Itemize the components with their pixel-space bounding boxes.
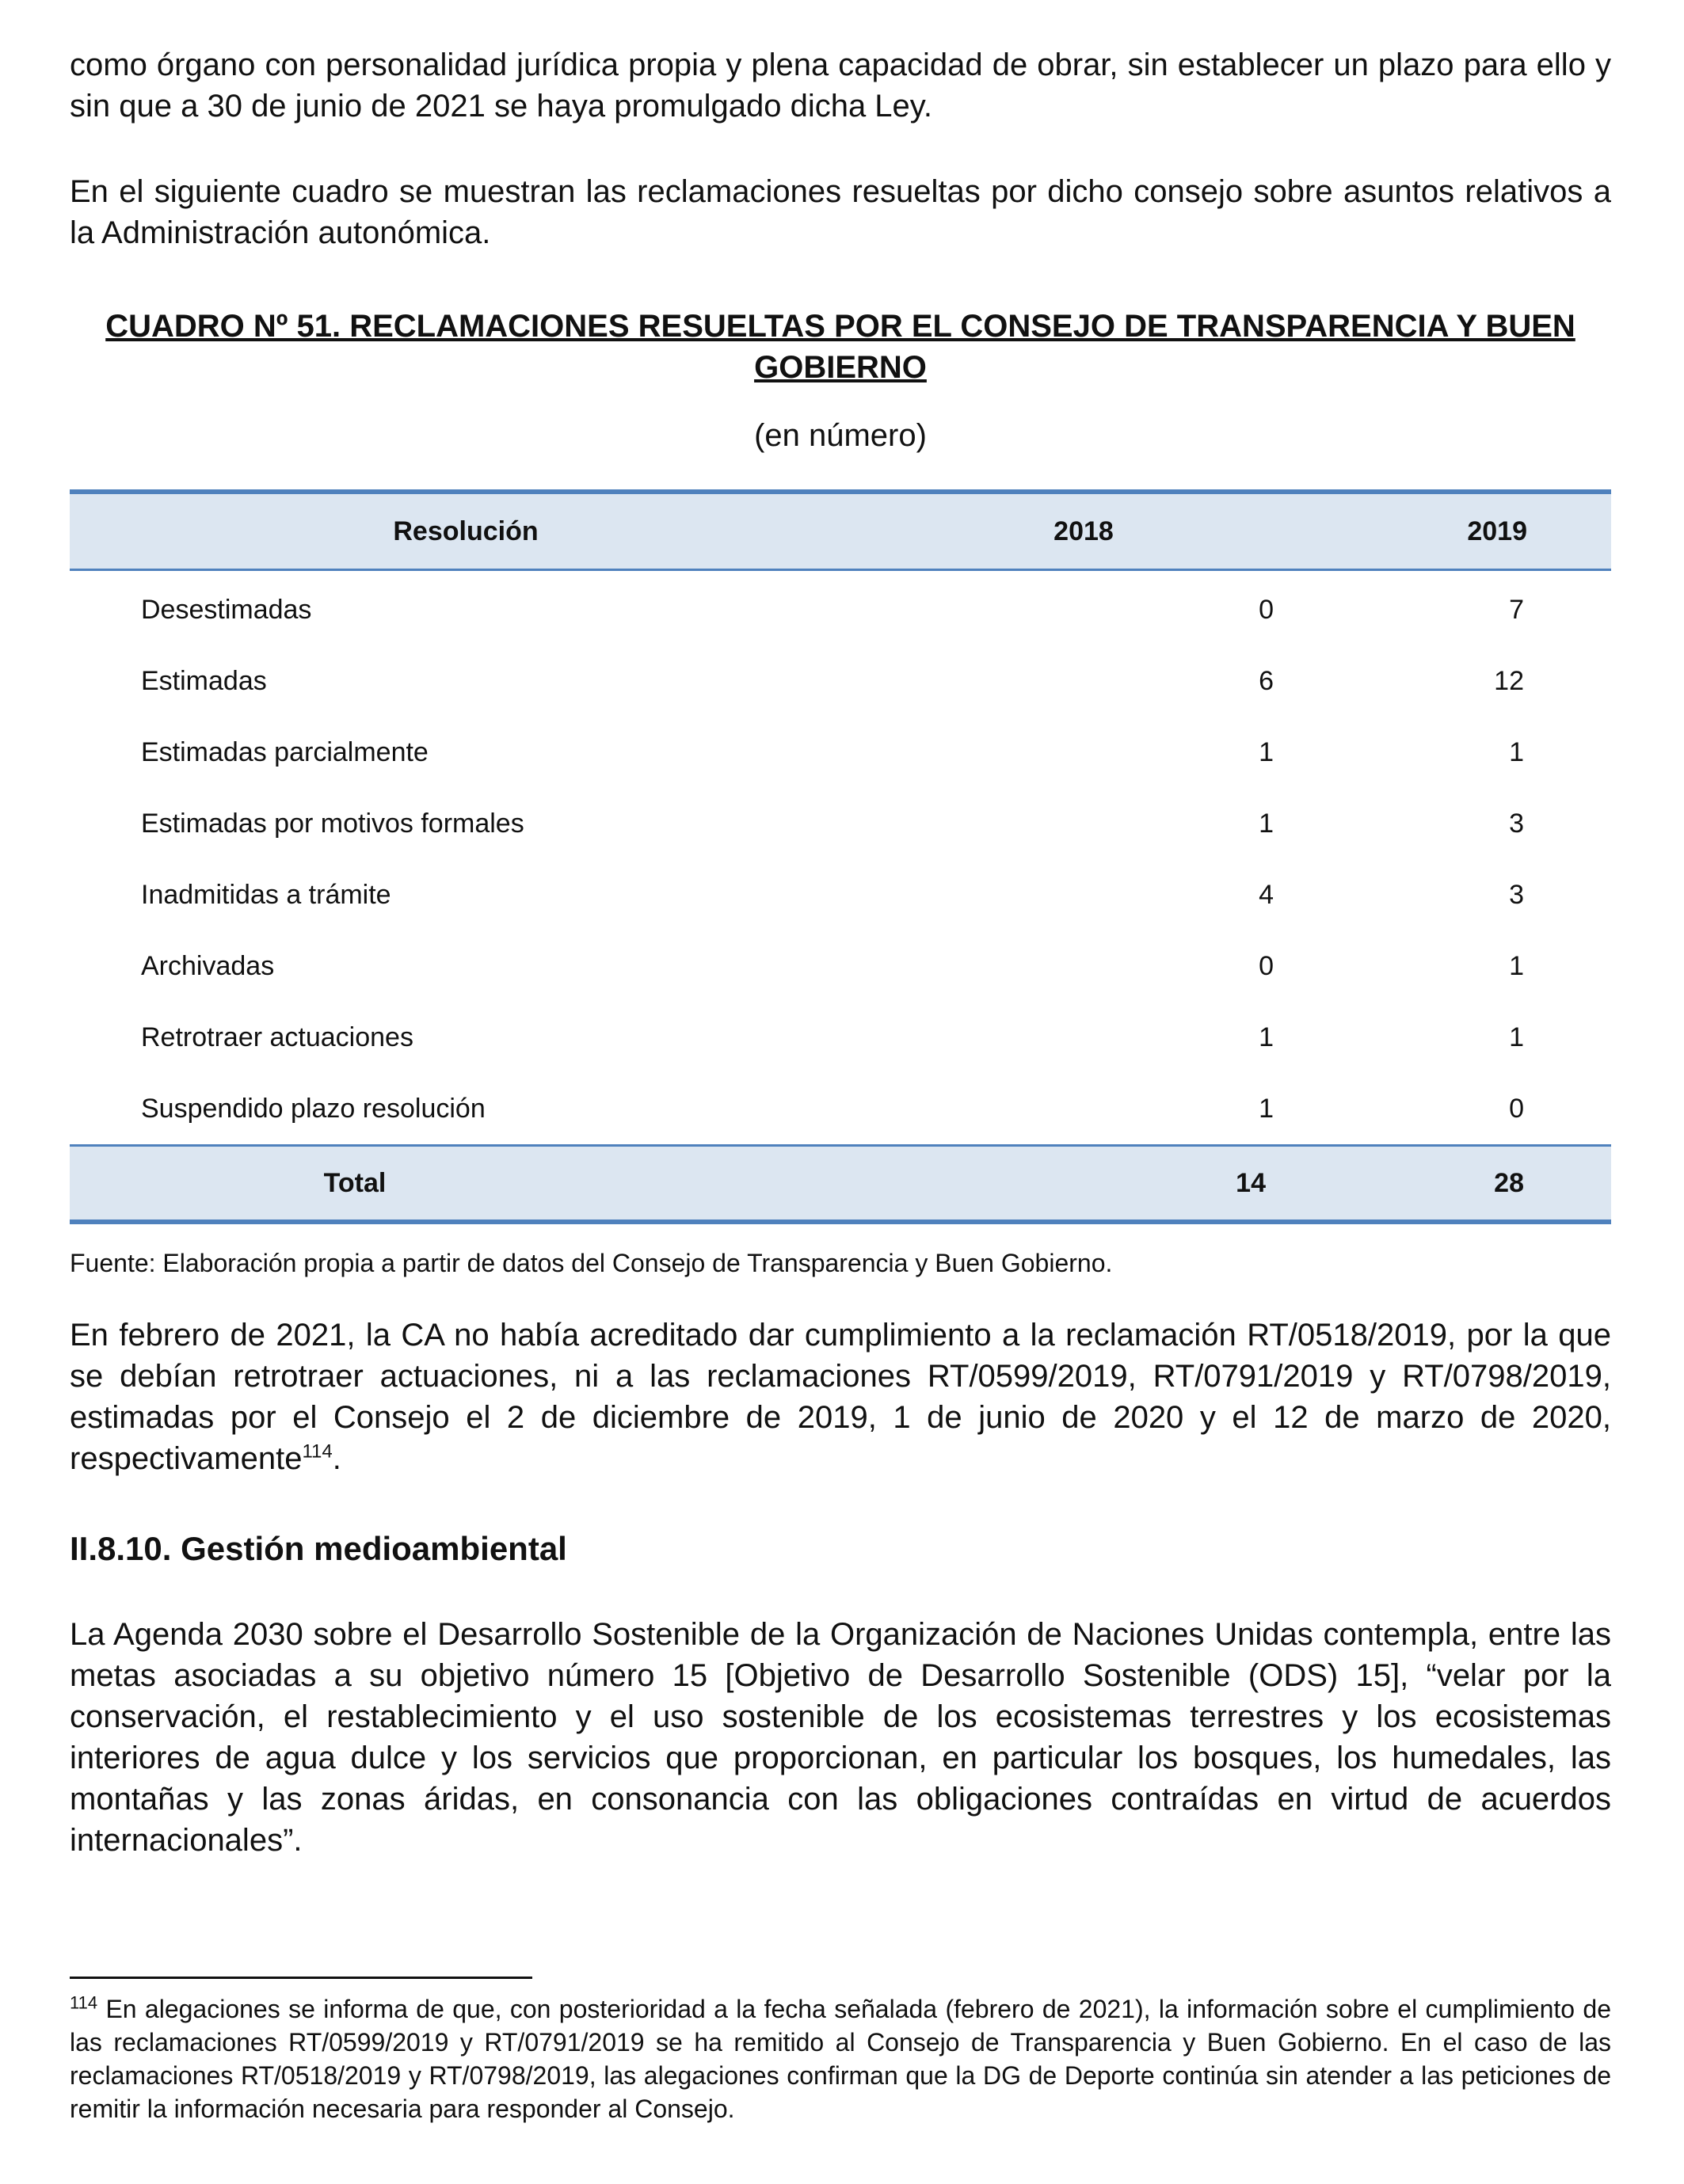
row-value-2019: 1 bbox=[1509, 736, 1524, 767]
footnote-reference[interactable]: 114 bbox=[302, 1440, 333, 1463]
row-label: Estimadas parcialmente bbox=[141, 736, 429, 767]
paragraph-2: En el siguiente cuadro se muestran las reclamaciones resueltas por dicho consejo sobre asuntos relativos a la Administración autonómica. bbox=[70, 174, 1611, 250]
footnote-divider bbox=[70, 1977, 532, 1979]
paragraph-3-end: . bbox=[332, 1441, 341, 1476]
row-label: Desestimadas bbox=[141, 594, 312, 625]
paragraph-4: La Agenda 2030 sobre el Desarrollo Sostenible de la Organización de Naciones Unidas contempla, entre las metas asociadas a su objetivo número 15 [Objetivo de Desarrollo Sostenible (ODS) 15], “velar por la conservación, el restablecimiento y el uso sostenible de los ecosistemas terrestres y los ecosistemas interiores de agua dulce y los servicios que proporcionan, en particular los bosques, los humedales, las montañas y las zonas áridas, en consonancia con las obligaciones contraídas en virtud de acuerdos internacionales”. bbox=[70, 1617, 1611, 1858]
row-value-2018: 6 bbox=[1259, 665, 1274, 696]
table-row bbox=[70, 1002, 1611, 1073]
table-row bbox=[70, 645, 1611, 717]
row-value-2018: 1 bbox=[1259, 808, 1274, 839]
row-value-2018: 1 bbox=[1259, 736, 1274, 767]
header-2018: 2018 bbox=[862, 492, 1274, 570]
table-title: CUADRO Nº 51. RECLAMACIONES RESUELTAS POR EL CONSEJO DE TRANSPARENCIA Y BUEN GOBIERNO bbox=[105, 309, 1575, 385]
table-row bbox=[70, 788, 1611, 859]
section-heading bbox=[70, 1528, 1611, 1570]
claims-table bbox=[70, 489, 1611, 1224]
header-resolution: Resolución bbox=[70, 492, 862, 570]
row-value-2018: 0 bbox=[1259, 594, 1274, 625]
section-title: Gestión medioambiental bbox=[181, 1530, 567, 1567]
table-total-row bbox=[70, 1146, 1611, 1223]
table-row bbox=[70, 717, 1611, 788]
table-source: Fuente: Elaboración propia a partir de datos del Consejo de Transparencia y Buen Gobierno. bbox=[70, 1249, 1113, 1277]
row-value-2019: 1 bbox=[1509, 1022, 1524, 1052]
paragraph-1: como órgano con personalidad jurídica propia y plena capacidad de obrar, sin establecer un plazo para ello y sin que a 30 de junio de 2021 se haya promulgado dicha Ley. bbox=[70, 48, 1611, 124]
section-number: II.8.10. bbox=[70, 1530, 172, 1567]
row-label: Archivadas bbox=[141, 950, 275, 981]
row-label: Inadmitidas a trámite bbox=[141, 879, 391, 910]
row-label: Retrotraer actuaciones bbox=[141, 1022, 413, 1052]
header-2019: 2019 bbox=[1274, 492, 1611, 570]
table-row bbox=[70, 570, 1611, 646]
table-row bbox=[70, 930, 1611, 1002]
document-page bbox=[70, 44, 1611, 1861]
footnote bbox=[70, 1992, 1611, 2125]
row-value-2019: 3 bbox=[1509, 808, 1524, 839]
table-header-row bbox=[70, 492, 1611, 570]
paragraph-3 bbox=[70, 1315, 1611, 1479]
row-label: Estimadas bbox=[141, 665, 267, 696]
table-row bbox=[70, 859, 1611, 930]
row-value-2018: 1 bbox=[1259, 1022, 1274, 1052]
row-value-2018: 4 bbox=[1259, 879, 1274, 910]
footnote-number: 114 bbox=[70, 1992, 98, 2013]
row-label: Estimadas por motivos formales bbox=[141, 808, 524, 839]
row-value-2019: 7 bbox=[1509, 594, 1524, 625]
row-value-2018: 0 bbox=[1259, 950, 1274, 981]
row-value-2019: 3 bbox=[1509, 879, 1524, 910]
total-2018: 14 bbox=[862, 1146, 1274, 1223]
row-value-2019: 12 bbox=[1494, 665, 1524, 696]
table-row bbox=[70, 1073, 1611, 1146]
paragraph-3-text: En febrero de 2021, la CA no había acreditado dar cumplimiento a la reclamación RT/0518/2019, por la que se debían retrotraer actuaciones, ni a las reclamaciones RT/0599/2019, RT/0791/2019 y RT/0798/2019, estimadas por el Consejo el 2 de diciembre de 2019, 1 de junio de 2020 y el 12 de marzo de 2020, respectivamente bbox=[70, 1318, 1611, 1476]
table-subtitle: (en número) bbox=[754, 418, 927, 453]
row-label: Suspendido plazo resolución bbox=[141, 1093, 486, 1124]
row-value-2019: 0 bbox=[1509, 1093, 1524, 1124]
row-value-2019: 1 bbox=[1509, 950, 1524, 981]
row-value-2018: 1 bbox=[1259, 1093, 1274, 1124]
footnote-text: En alegaciones se informa de que, con posterioridad a la fecha señalada (febrero de 2021), la información sobre el cumplimiento de las reclamaciones RT/0599/2019 y RT/0791/2019 se ha remitido al Consejo de Transparencia y Buen Gobierno. En el caso de las reclamaciones RT/0518/2019 y RT/0798/2019, las alegaciones confirman que la DG de Deporte continúa sin atender a las peticiones de remitir la información necesaria para responder al Consejo. bbox=[70, 1995, 1612, 2123]
total-label: Total bbox=[70, 1146, 862, 1223]
total-2019: 28 bbox=[1274, 1146, 1611, 1223]
